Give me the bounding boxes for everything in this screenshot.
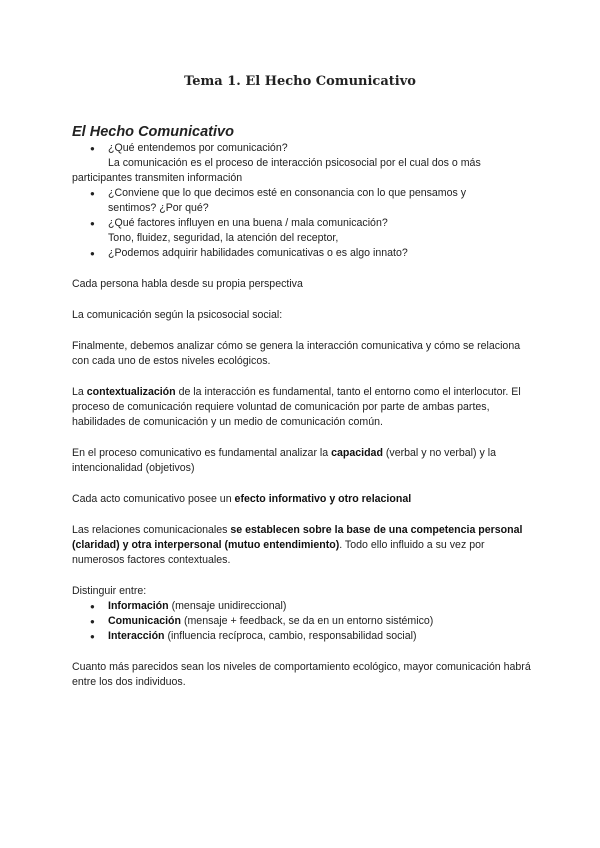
bullet-icon: ●	[90, 219, 95, 228]
list-item	[72, 141, 532, 156]
section-heading: El Hecho Comunicativo	[72, 124, 234, 140]
list-item	[72, 216, 532, 231]
bullet-icon: ●	[90, 249, 95, 258]
paragraph-psicosocial: La comunicación según la psicosocial social:	[72, 309, 283, 321]
list-item-text: ¿Conviene que lo que decimos esté en consonancia con lo que pensamos y	[108, 187, 467, 199]
bold-term: contextualización	[86, 386, 176, 398]
list-item-continuation: Tono, fluidez, seguridad, la atención del receptor,	[108, 232, 339, 244]
bold-term: efecto informativo y otro relacional	[234, 493, 412, 505]
paragraph-relaciones	[72, 523, 532, 568]
paragraph-perspective: Cada persona habla desde su propia perspectiva	[72, 278, 303, 290]
paragraph-text: Las relaciones comunicacionales	[72, 524, 231, 536]
distinctions-list	[72, 599, 532, 644]
bold-term: Interacción	[108, 630, 165, 642]
list-item	[72, 599, 532, 614]
bold-term: se establecen sobre la base de una competencia personal (claridad) y otra interpersonal (mutuo entendimiento)	[72, 524, 523, 551]
list-item-text: (influencia recíproca, cambio, responsabilidad social)	[164, 630, 417, 642]
question-list	[72, 141, 532, 261]
paragraph-text: Cada acto comunicativo posee un	[72, 493, 235, 505]
list-item-text: ¿Qué entendemos por comunicación?	[108, 142, 288, 154]
bullet-icon: ●	[90, 632, 95, 641]
list-item-continuation: sentimos? ¿Por qué?	[108, 202, 209, 214]
list-item-text: ¿Podemos adquirir habilidades comunicativas o es algo innato?	[108, 247, 408, 259]
paragraph-text: La	[72, 386, 87, 398]
paragraph-efecto	[72, 492, 532, 507]
list-item-continuation: La comunicación es el proceso de interacción psicosocial por el cual dos o más	[108, 157, 481, 169]
list-item-text: ¿Qué factores influyen en una buena / mala comunicación?	[108, 217, 388, 229]
paragraph-text: En el proceso comunicativo es fundamental analizar la	[72, 447, 332, 459]
bullet-icon: ●	[90, 602, 95, 611]
paragraph-text: (verbal y no verbal) y la intencionalidad (objetivos)	[72, 447, 496, 474]
bullet-icon: ●	[90, 189, 95, 198]
bold-term: capacidad	[331, 447, 383, 459]
list-item	[72, 614, 532, 629]
bold-term: Comunicación	[108, 615, 181, 627]
paragraph-niveles-ecologicos: Finalmente, debemos analizar cómo se genera la interacción comunicativa y cómo se relaciona con cada uno de estos niveles ecológicos.	[72, 340, 521, 367]
bold-term: Información	[108, 600, 169, 612]
list-item-text: (mensaje + feedback, se da en un entorno sistémico)	[181, 615, 434, 627]
list-item-outdent: participantes transmiten información	[72, 172, 243, 184]
paragraph-capacidad	[72, 446, 532, 476]
list-item-text: (mensaje unidireccional)	[168, 600, 287, 612]
paragraph-conclusion: Cuanto más parecidos sean los niveles de comportamiento ecológico, mayor comunicación habrá entre los dos individuos.	[72, 661, 531, 688]
paragraph-contextualizacion	[72, 385, 532, 430]
list-item	[72, 629, 532, 644]
bullet-icon: ●	[90, 144, 95, 153]
document-title: Tema 1. El Hecho Comunicativo	[184, 74, 416, 89]
list-item	[72, 246, 532, 261]
list-item	[72, 186, 532, 201]
bullet-icon: ●	[90, 617, 95, 626]
paragraph-text: de la interacción es fundamental, tanto el entorno como el interlocutor. El proceso de comunicación requiere voluntad de comunicación por parte de ambas partes, habilidades de comunicación y un medio de comunicación común.	[72, 386, 521, 428]
document-body	[72, 123, 532, 690]
paragraph-text: . Todo ello influido a su vez por numerosos factores contextuales.	[72, 539, 485, 566]
paragraph-distinguir: Distinguir entre:	[72, 585, 147, 597]
